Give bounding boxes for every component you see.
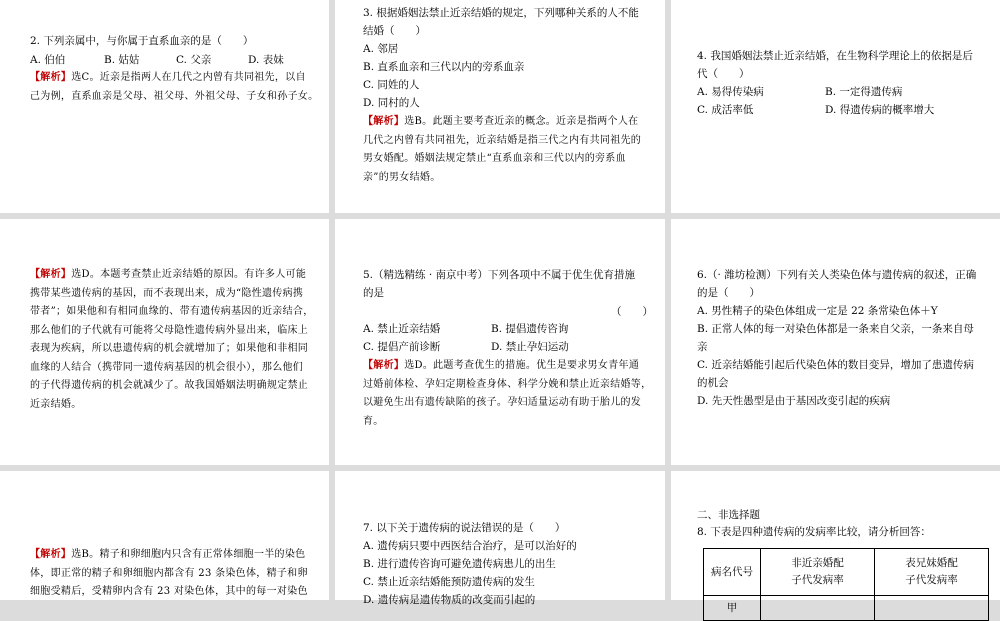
analysis-line: 那么他们的子代就有可能将父母隐性遗传病外显出来，临床上 xyxy=(30,324,309,336)
header-line: 表兄妹婚配 xyxy=(905,557,958,569)
option-line: 的机会 xyxy=(697,377,729,389)
analysis-tag: 【解析】 xyxy=(363,116,405,127)
option-c: C. 提倡产前诊断 xyxy=(363,341,441,353)
options-row xyxy=(697,83,973,101)
option-d: D. 遗传病是遗传物质的改变而引起的 xyxy=(363,594,536,606)
analysis-line: 过婚前体检、孕妇定期检查身体、科学分娩和禁止近亲结婚等， xyxy=(363,378,652,390)
option-c: C. 禁止近亲结婚能预防遗传病的发生 xyxy=(363,576,535,588)
slide-question-7[interactable] xyxy=(335,471,665,606)
header-line: 非近亲婚配 xyxy=(791,557,844,569)
analysis-tag: 【解析】 xyxy=(30,549,72,560)
analysis-line: 选D。此题考查优生的措施。优生是要求男女青年通 xyxy=(404,360,640,371)
option-a: A. 邻居 xyxy=(363,43,399,55)
analysis-tag: 【解析】 xyxy=(30,269,72,280)
option-b: B. 姑姑 xyxy=(104,54,140,66)
slide-question-8[interactable] xyxy=(671,471,1000,614)
option-b: B. 提倡遗传咨询 xyxy=(491,323,569,335)
analysis-line: 选D。本题考查禁止近亲结婚的原因。有许多人可能 xyxy=(71,269,307,280)
analysis-line: 带者”；如果他和有相同血缘的、带有遗传病基因的近亲结合， xyxy=(30,306,314,317)
analysis-line: 育。 xyxy=(363,415,384,427)
answer-bracket: （ ） xyxy=(611,306,653,318)
question-line: 结婚（ ） xyxy=(363,25,426,37)
analysis-line: 血缘的人结合（携带同一遗传病基因的机会很小），那么他们 xyxy=(30,361,304,373)
option-a: A. 易得传染病 xyxy=(697,86,764,98)
question-line: 4. 我国婚姻法禁止近亲结婚，在生物科学理论上的依据是后 xyxy=(697,50,973,62)
option-d: D. 表妹 xyxy=(248,54,284,66)
option-line: C. 近亲结婚能引起后代染色体的数目变异，增加了患遗传病 xyxy=(697,359,974,371)
analysis-5 xyxy=(363,357,651,431)
table-header-row xyxy=(704,549,989,596)
question-line: 的是（ ） xyxy=(697,287,760,299)
analysis-line: 近亲结婚。 xyxy=(30,398,82,410)
incidence-table xyxy=(703,548,989,621)
table-cell xyxy=(761,596,875,621)
option-line: A. 男性精子的染色体组成一定是 22 条常染色体＋Y xyxy=(697,305,938,317)
question-3-text xyxy=(363,4,639,112)
question-line: 代（ ） xyxy=(697,68,750,80)
option-c: C. 成活率低 xyxy=(697,104,754,116)
question-2-options xyxy=(30,51,284,69)
analysis-3 xyxy=(363,113,641,187)
slide-question-6[interactable] xyxy=(671,219,1000,465)
analysis-line: 亲”的男女结婚。 xyxy=(363,171,441,183)
option-c: C. 同姓的人 xyxy=(363,79,420,91)
option-b: B. 直系血亲和三代以内的旁系血亲 xyxy=(363,61,525,73)
question-line: 6.（· 潍坊检测）下列有关人类染色体与遗传病的叙述，正确 xyxy=(697,269,977,281)
option-a: A. 禁止近亲结婚 xyxy=(363,323,441,335)
slide-question-4[interactable] xyxy=(671,0,1000,213)
section-heading: 二、非选择题 xyxy=(697,509,760,521)
analysis-2 xyxy=(30,69,318,106)
header-line: 子代发病率 xyxy=(905,574,958,586)
question-line: 7. 以下关于遗传病的说法错误的是（ ） xyxy=(363,522,566,534)
question-4-text xyxy=(697,47,973,119)
analysis-line: 选B。此题主要考查近亲的概念。近亲是指两个人在 xyxy=(404,116,639,127)
option-b: B. 进行遗传咨询可避免遗传病患儿的出生 xyxy=(363,558,556,570)
question-5-text xyxy=(363,266,635,302)
slide-question-5[interactable] xyxy=(335,219,665,465)
option-d: D. 禁止孕妇运动 xyxy=(491,341,569,353)
table-cell: 甲 xyxy=(704,596,761,621)
question-6-text xyxy=(697,266,976,410)
option-b: B. 一定得遗传病 xyxy=(825,86,903,98)
header-line: 子代发病率 xyxy=(791,574,844,586)
analysis-line: 表现为疾病，所以患遗传病的机会就增加了；如果他和非相同 xyxy=(30,343,309,354)
option-line: D. 先天性愚型是由于基因改变引起的疾病 xyxy=(697,395,891,407)
option-d: D. 同村的人 xyxy=(363,97,420,109)
question-7-text xyxy=(363,519,577,609)
table-row xyxy=(704,596,989,621)
table-header-cell: 病名代号 xyxy=(704,549,761,596)
analysis-line: 几代之内曾有共同祖先，近亲结婚是指三代之内有共同祖先的 xyxy=(363,134,642,146)
option-d: D. 得遗传病的概率增大 xyxy=(825,104,935,116)
slide-analysis-6[interactable] xyxy=(0,471,329,600)
option-line: B. 正常人体的每一对染色体都是一条来自父亲，一条来自母 xyxy=(697,323,974,335)
question-line: 的是 xyxy=(363,287,384,299)
options-row xyxy=(697,101,973,119)
table-header-cell xyxy=(875,549,989,596)
analysis-6 xyxy=(30,546,308,602)
options-row xyxy=(363,320,619,338)
slide-question-2[interactable] xyxy=(0,0,329,213)
options-row xyxy=(363,338,619,356)
analysis-tag: 【解析】 xyxy=(363,360,405,371)
question-2-text: 2. 下列亲属中，与你属于直系血亲的是（ ） xyxy=(30,35,254,47)
slide-question-3[interactable] xyxy=(335,0,665,213)
analysis-line: 己为例，直系血亲是父母、祖父母、外祖父母、子女和孙子女。 xyxy=(30,90,319,102)
table-cell xyxy=(875,596,989,621)
slide-analysis-4[interactable] xyxy=(0,219,329,465)
analysis-line: 的子代得遗传病的机会就减少了。故我国婚姻法明确规定禁止 xyxy=(30,380,309,391)
analysis-line: 选B。精子和卵细胞内只含有正常体细胞一半的染色 xyxy=(71,549,306,560)
analysis-line: 选C。近亲是指两人在几代之内曾有共同祖先，以自 xyxy=(71,72,306,83)
question-line: 3. 根据婚姻法禁止近亲结婚的规定，下列哪种关系的人不能 xyxy=(363,7,639,19)
analysis-line: 体，即正常的精子和卵细胞内都含有 23 条染色体，精子和卵 xyxy=(30,567,308,579)
option-a: A. 遗传病只要中西医结合治疗，是可以治好的 xyxy=(363,540,577,552)
table-header-cell xyxy=(761,549,875,596)
option-line: 亲 xyxy=(697,341,708,353)
analysis-line: 男女婚配。婚姻法规定禁止“直系血亲和三代以内的旁系血 xyxy=(363,153,626,164)
analysis-line: 以避免生出有遗传缺陷的孩子。孕妇适量运动有助于胎儿的发 xyxy=(363,397,642,408)
analysis-4 xyxy=(30,266,314,414)
question-line: 5.（精选精练 · 南京中考）下列各项中不属于优生优育措施 xyxy=(363,269,636,281)
question-5-options xyxy=(363,320,619,356)
question-8-text: 8. 下表是四种遗传病的发病率比较，请分析回答： xyxy=(697,526,931,538)
option-c: C. 父亲 xyxy=(176,54,212,66)
analysis-line: 细胞受精后，受精卵内含有 23 对染色体，其中的每一对染色 xyxy=(30,586,308,597)
option-a: A. 伯伯 xyxy=(30,54,66,66)
analysis-line: 携带某些遗传病的基因，而不表现出来，成为“隐性遗传病携 xyxy=(30,287,304,299)
analysis-tag: 【解析】 xyxy=(30,72,72,83)
